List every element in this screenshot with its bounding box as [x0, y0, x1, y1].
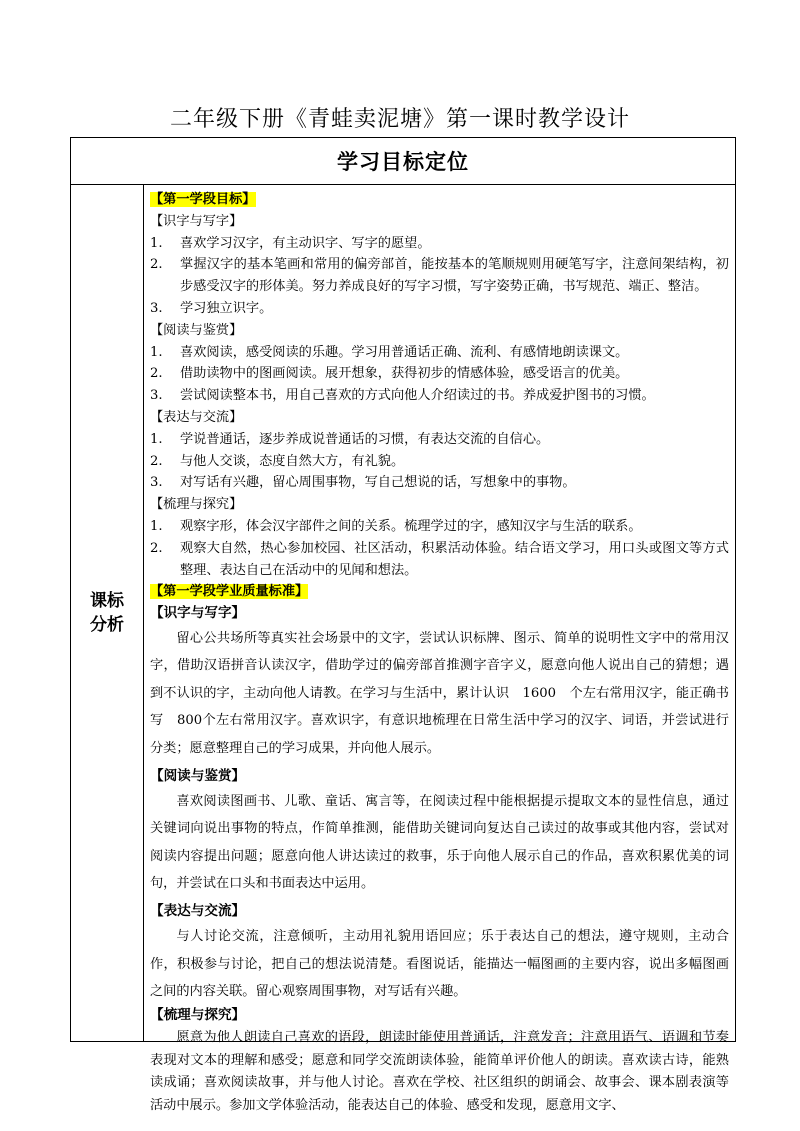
item-number: 1.	[150, 344, 163, 360]
list-item	[150, 363, 729, 385]
item-number: 1.	[150, 431, 163, 447]
item-text: 观察大自然，热心参加校园、社区活动，积累活动体验。结合语文学习，用口头或图文等方式整理、表达自己在活动中的见闻和想法。	[180, 540, 729, 578]
list-item	[150, 233, 729, 255]
list-item	[150, 385, 729, 407]
item-text: 喜欢阅读，感受阅读的乐趣。学习用普通话正确、流利、有感情地朗读课文。	[180, 344, 629, 360]
list-item	[150, 342, 729, 364]
lesson-table	[70, 137, 736, 1113]
item-text: 与他人交谈，态度自然大方，有礼貌。	[180, 453, 405, 469]
row-label-cell	[71, 185, 144, 1041]
section-title: 【表达与交流】	[150, 903, 246, 920]
section-title: 【阅读与鉴赏】	[150, 767, 246, 784]
list-item	[150, 451, 729, 473]
item-text: 对写话有兴趣，留心周围事物，写自己想说的话，写想象中的事物。	[180, 475, 576, 491]
item-number: 3.	[150, 300, 163, 316]
item-text: 借助读物中的图画阅读。展开想象，获得初步的情感体验，感受语言的优美。	[180, 366, 629, 382]
item-number: 2.	[150, 453, 163, 469]
item-number: 2.	[150, 257, 163, 273]
item-number: 2.	[150, 540, 163, 556]
item-text: 学习独立识字。	[180, 300, 273, 316]
item-text: 尝试阅读整本书，用自己喜欢的方式向他人介绍读过的书。养成爱护图书的习惯。	[180, 388, 655, 404]
paragraph: 与人讨论交流，注意倾听，主动用礼貌用语回应；乐于表达自己的想法，遵守规则，主动合作，积极参与讨论，把自己的想法说清楚。看图说话，能描达一幅图画的主要内容，说出多幅图画之间的内容关联。留心观察周围事物，对写话有兴趣。	[150, 929, 729, 999]
item-number: 1.	[150, 235, 163, 251]
item-text: 学说普通话，逐步养成说普通话的习惯，有表达交流的自信心。	[180, 431, 550, 447]
section-title: 【表达与交流】	[150, 409, 243, 425]
list-item	[150, 254, 729, 298]
content-cell	[144, 185, 735, 1113]
item-text: 喜欢学习汉字，有主动识字、写字的愿望。	[180, 235, 431, 251]
paragraph: 愿意为他人朗读自己喜欢的语段，朗读时能使用普通话，注意发音；注意用语气、语调和节奏表现对文本的理解和感受；愿意和同学交流朗读体验，能简单评价他人的朗读。喜欢读古诗，能熟读成诵；喜欢阅读故事，并与他人讨论。喜欢在学校、社区组织的朗诵会、故事会、课本剧表演等活动中展示。参加文学体验活动，能表达自己的体验、感受和发现，愿意用文字、	[150, 1030, 729, 1113]
item-number: 3.	[150, 475, 163, 491]
list-item	[150, 516, 729, 538]
section-title: 【梳理与探究】	[150, 1007, 246, 1024]
item-number: 2.	[150, 366, 163, 382]
section-title: 【阅读与鉴赏】	[150, 322, 243, 338]
table-header: 学习目标定位	[71, 138, 735, 185]
item-number: 1.	[150, 518, 163, 534]
standards-heading: 【第一学段学业质量标准】	[150, 584, 309, 600]
section-title: 【识字与写字】	[150, 605, 246, 622]
list-item	[150, 538, 729, 582]
list-item	[150, 298, 729, 320]
section-title: 【识字与写字】	[150, 213, 243, 229]
document-title: 二年级下册《青蛙卖泥塘》第一课时教学设计	[169, 107, 630, 132]
list-item	[150, 472, 729, 494]
item-text: 掌握汉字的基本笔画和常用的偏旁部首，能按基本的笔顺规则用硬笔写字，注意间架结构，初步感受汉字的形体美。努力养成良好的写字习惯，写字姿势正确，书写规范、端正、整洁。	[180, 257, 729, 295]
item-text: 观察字形，体会汉字部件之间的关系。梳理学过的字，感知汉字与生活的联系。	[180, 518, 642, 534]
list-item	[150, 429, 729, 451]
row-label-line1: 课标	[90, 590, 124, 611]
row-label	[87, 589, 127, 637]
item-number: 3.	[150, 388, 163, 404]
paragraph: 喜欢阅读图画书、儿歌、童话、寓言等，在阅读过程中能根据提示提取文本的显性信息，通过关键词向说出事物的特点，作简单推测，能借助关键词向复达自己读过的故事或其他内容，尝试对阅读内容提出问题；愿意向他人讲达读过的救事，乐于向他人展示自己的作品，喜欢积累优美的词句，并尝试在口头和书面表达中运用。	[150, 793, 729, 891]
table-row	[71, 185, 735, 1113]
row-label-line2: 分析	[90, 614, 124, 635]
section-title: 【梳理与探究】	[150, 497, 243, 513]
paragraph: 留心公共场所等真实社会场景中的文字，尝试认识标牌、图示、简单的说明性文字中的常用汉字，借助汉语拼音认读汉字，借助学过的偏旁部首推测字音字义，愿意向他人说出自己的猜想；遇到不认识的字，主动向他人请教。在学习与生活中，累计认识 1600 个左右常用汉字，能正确书写 800个左右常用汉字。喜欢识字，有意识地梳理在日常生活中学习的汉字、词语，并尝试进行分类；愿意整理自己的学习成果，并向他人展示。	[150, 630, 729, 756]
goals-heading: 【第一学段目标】	[150, 192, 256, 207]
